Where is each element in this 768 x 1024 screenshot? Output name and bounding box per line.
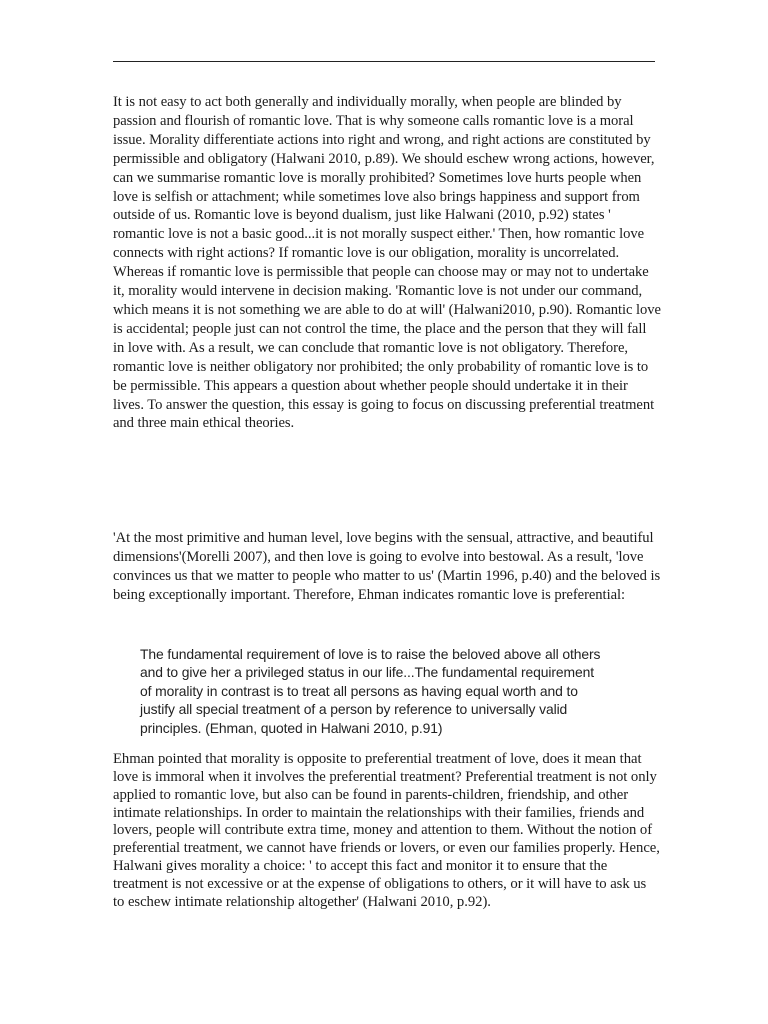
body-paragraph-morality: Ehman pointed that morality is opposite to preferential treatment of love, does it mean that love is immoral when it involves the preferential treatment? Preferential treatment is not only applied to romantic love, but also can be found in parents-children, friendship, and other intimate relationships. In order to maintain the relationships with their families, friends and lovers, people will contribute extra time, money and attention to them. Without the notion of preferential treatment, we cannot have friends or lovers, or even our families properly. Hence, Halwani gives morality a choice: ' to accept this fact and monitor it to ensure that the treatment is not excessive or at the expense of obligations to others, or it will have to ask us to eschew intimate relationship altogether' (Halwani 2010, p.92). bbox=[113, 751, 660, 910]
header-rule bbox=[113, 61, 655, 62]
body-paragraph-intro: It is not easy to act both generally and individually morally, when people are blinded by passion and flourish of romantic love. That is why someone calls romantic love is a moral issue. Morality differentiate actions into right and wrong, and right actions are constituted by permissible and obligatory (Halwani 2010, p.89). We should eschew wrong actions, however, can we summarise romantic love is morally prohibited? Sometimes love hurts people when love is selfish or attachment; while sometimes love also brings happiness and support from outside of us. Romantic love is beyond dualism, just like Halwani (2010, p.92) states ' romantic love is not a basic good...it is not morally suspect either.' Then, how romantic love connects with right actions? If romantic love is our obligation, morality is uncorrelated. Whereas if romantic love is permissible that people can choose may or may not to undertake it, morality would intervene in decision making. 'Romantic love is not under our command, which means it is not something we are able to do at will' (Halwani2010, p.90). Romantic love is accidental; people just can not control the time, the place and the person that they will fall in love with. As a result, we can conclude that romantic love is not obligatory. Therefore, romantic love is neither obligatory nor prohibited; the only probability of romantic love is to be permissible. This appears a question about whether people should undertake it in their lives. To answer the question, this essay is going to focus on discussing preferential treatment and three main ethical theories. bbox=[113, 94, 661, 432]
body-paragraph-preferential: 'At the most primitive and human level, love begins with the sensual, attractive, and beautiful dimensions'(Morelli 2007), and then love is going to evolve into bestowal. As a result, 'love convinces us that we matter to people who matter to us' (Martin 1996, p.40) and the beloved is being exceptionally important. Therefore, Ehman indicates romantic love is preferential: bbox=[113, 530, 661, 603]
block-quote-ehman: The fundamental requirement of love is to raise the beloved above all others and to give her a privileged status in our life...The fundamental requirement of morality in contrast is to treat all persons as having equal worth and to justify all special treatment of a person by reference to universally valid principles. (Ehman, quoted in Halwani 2010, p.91) bbox=[140, 646, 601, 736]
